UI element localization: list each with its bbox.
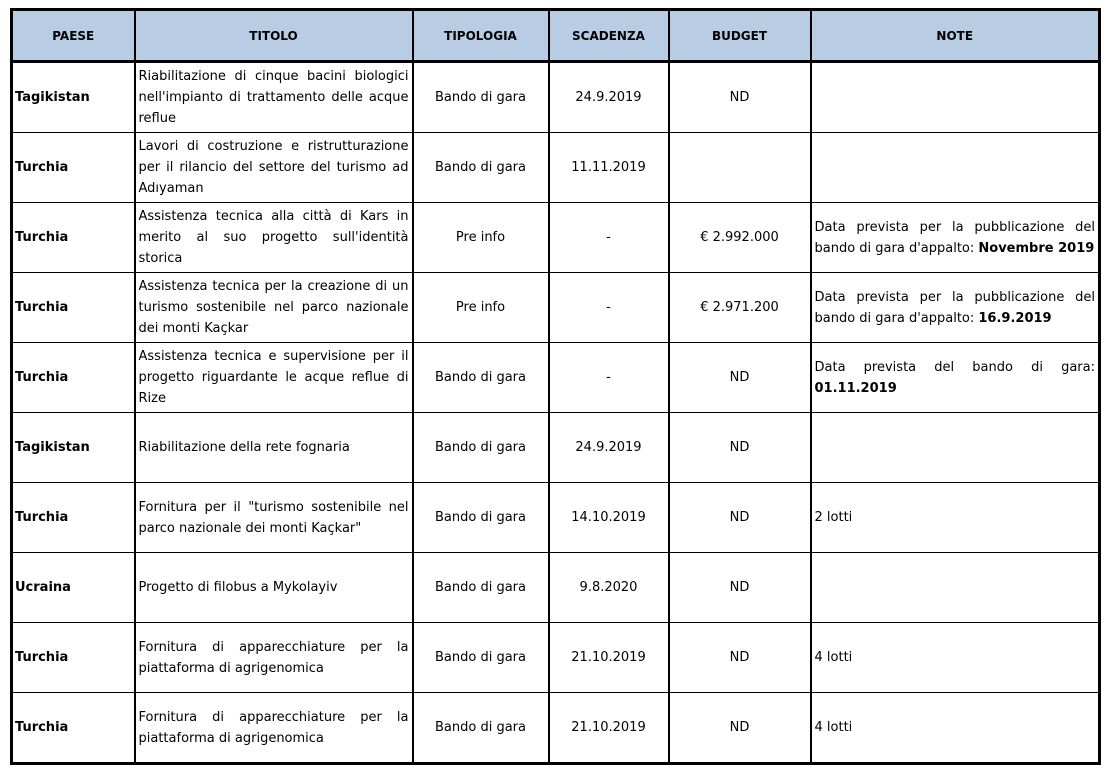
- table-row: [12, 693, 1100, 764]
- cell-tipologia: Pre info: [413, 273, 549, 343]
- table-row: [12, 62, 1100, 133]
- cell-titolo: Fornitura per il "turismo sostenibile nel parco nazionale dei monti Kaçkar": [135, 483, 413, 553]
- tenders-table-frame: [10, 8, 1101, 765]
- cell-note: [811, 553, 1100, 623]
- note-bold: Novembre 2019: [978, 240, 1095, 256]
- cell-tipologia: Bando di gara: [413, 623, 549, 693]
- cell-budget: ND: [669, 623, 811, 693]
- cell-note: [811, 273, 1100, 343]
- table-row: [12, 483, 1100, 553]
- cell-titolo: Assistenza tecnica per la creazione di un turismo sostenibile nel parco nazionale dei monti Kaçkar: [135, 273, 413, 343]
- table-row: [12, 203, 1100, 273]
- cell-tipologia: Bando di gara: [413, 553, 549, 623]
- table-row: [12, 553, 1100, 623]
- cell-budget: € 2.971.200: [669, 273, 811, 343]
- cell-note: [811, 133, 1100, 203]
- note-text: 4 lotti: [814, 720, 853, 735]
- note-text: Data prevista per la pubblicazione del bando di gara d'appalto:: [814, 219, 1095, 256]
- cell-note: [811, 483, 1100, 553]
- cell-scadenza: 11.11.2019: [549, 133, 669, 203]
- cell-scadenza: -: [549, 273, 669, 343]
- cell-budget: ND: [669, 693, 811, 764]
- note-text: 2 lotti: [814, 510, 853, 525]
- cell-scadenza: -: [549, 203, 669, 273]
- cell-scadenza: 21.10.2019: [549, 623, 669, 693]
- cell-titolo: Lavori di costruzione e ristrutturazione per il rilancio del settore del turismo ad Adıyaman: [135, 133, 413, 203]
- table-row: [12, 273, 1100, 343]
- tenders-table: [10, 8, 1101, 765]
- cell-tipologia: Bando di gara: [413, 413, 549, 483]
- table-row: [12, 343, 1100, 413]
- cell-note: [811, 203, 1100, 273]
- cell-note: [811, 62, 1100, 133]
- cell-tipologia: Bando di gara: [413, 693, 549, 764]
- cell-titolo: Progetto di filobus a Mykolayiv: [135, 553, 413, 623]
- cell-paese: Turchia: [12, 693, 135, 764]
- cell-budget: ND: [669, 413, 811, 483]
- note-text: Data prevista del bando di gara:: [814, 359, 1095, 375]
- header-row: [12, 10, 1100, 62]
- cell-tipologia: Bando di gara: [413, 343, 549, 413]
- cell-scadenza: -: [549, 343, 669, 413]
- cell-titolo: Fornitura di apparecchiature per la piattaforma di agrigenomica: [135, 693, 413, 764]
- cell-titolo: Assistenza tecnica alla città di Kars in merito al suo progetto sull'identità storica: [135, 203, 413, 273]
- cell-titolo: Riabilitazione della rete fognaria: [135, 413, 413, 483]
- cell-paese: Tagikistan: [12, 62, 135, 133]
- cell-paese: Tagikistan: [12, 413, 135, 483]
- header-note: NOTE: [811, 10, 1100, 62]
- cell-scadenza: 9.8.2020: [549, 553, 669, 623]
- cell-scadenza: 21.10.2019: [549, 693, 669, 764]
- cell-scadenza: 24.9.2019: [549, 413, 669, 483]
- header-budget: BUDGET: [669, 10, 811, 62]
- cell-budget: ND: [669, 62, 811, 133]
- header-scadenza: SCADENZA: [549, 10, 669, 62]
- cell-budget: ND: [669, 553, 811, 623]
- cell-paese: Ucraina: [12, 553, 135, 623]
- cell-titolo: Assistenza tecnica e supervisione per il progetto riguardante le acque reflue di Rize: [135, 343, 413, 413]
- cell-tipologia: Bando di gara: [413, 62, 549, 133]
- cell-budget: ND: [669, 343, 811, 413]
- cell-tipologia: Pre info: [413, 203, 549, 273]
- cell-paese: Turchia: [12, 343, 135, 413]
- header-paese: PAESE: [12, 10, 135, 62]
- cell-budget: ND: [669, 483, 811, 553]
- cell-budget: € 2.992.000: [669, 203, 811, 273]
- table-row: [12, 133, 1100, 203]
- note-text: Data prevista per la pubblicazione del bando di gara d'appalto:: [814, 289, 1095, 326]
- cell-note: [811, 413, 1100, 483]
- table-row: [12, 623, 1100, 693]
- cell-note: [811, 343, 1100, 413]
- cell-titolo: Riabilitazione di cinque bacini biologici nell'impianto di trattamento delle acque reflue: [135, 62, 413, 133]
- note-text: 4 lotti: [814, 650, 853, 665]
- cell-paese: Turchia: [12, 133, 135, 203]
- cell-paese: Turchia: [12, 273, 135, 343]
- cell-tipologia: Bando di gara: [413, 483, 549, 553]
- cell-note: [811, 693, 1100, 764]
- header-titolo: TITOLO: [135, 10, 413, 62]
- cell-scadenza: 14.10.2019: [549, 483, 669, 553]
- header-tipologia: TIPOLOGIA: [413, 10, 549, 62]
- cell-paese: Turchia: [12, 203, 135, 273]
- cell-note: [811, 623, 1100, 693]
- note-bold: 01.11.2019: [814, 380, 897, 396]
- cell-scadenza: 24.9.2019: [549, 62, 669, 133]
- cell-paese: Turchia: [12, 623, 135, 693]
- note-bold: 16.9.2019: [978, 310, 1052, 326]
- cell-titolo: Fornitura di apparecchiature per la piattaforma di agrigenomica: [135, 623, 413, 693]
- cell-paese: Turchia: [12, 483, 135, 553]
- table-row: [12, 413, 1100, 483]
- cell-tipologia: Bando di gara: [413, 133, 549, 203]
- cell-budget: [669, 133, 811, 203]
